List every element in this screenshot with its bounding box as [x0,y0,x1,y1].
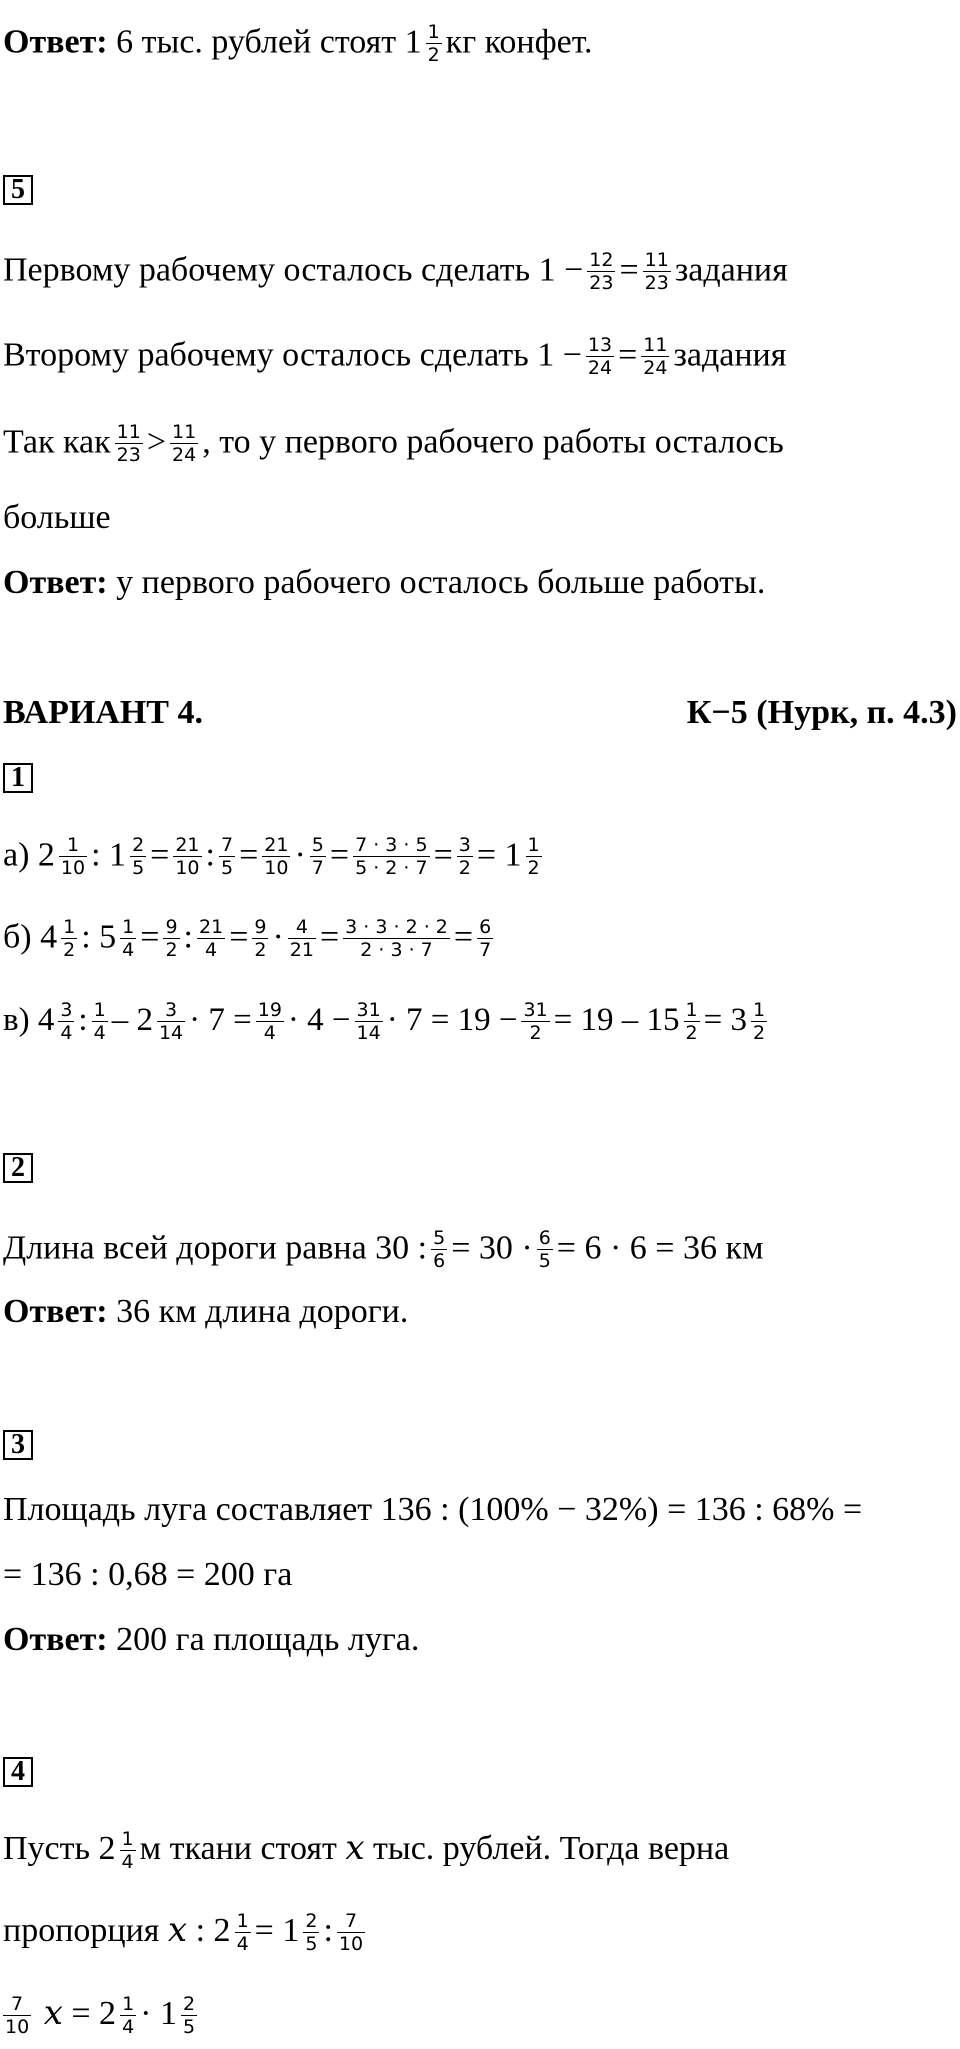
variable-x: x [167,1910,188,1950]
fraction: $\frac{3}{14}$ [158,999,184,1044]
task-number-3: 3 [3,1430,33,1460]
fraction: $\frac{11}{24}$ [172,421,197,466]
task4-line-3: $\frac{7}{10}$ x = 2 $\frac{1}{4}$ · 1 $\frac{2}{5}$ [5,1992,196,2038]
task3-answer [3,1620,419,1660]
fraction: $\frac{3 \cdot 3 \cdot 2 \cdot 2}{2 \cdot 3 \cdot 7}$ [345,916,448,961]
fraction: $\frac{6}{5}$ [538,1227,551,1272]
task5-line-2: Второму рабочему осталось сделать 1 − $\frac{13}{24}$ = $\frac{11}{24}$ задания [3,334,787,379]
fraction: $\frac{19}{4}$ [257,999,282,1044]
answer-label: Ответ: [3,1621,108,1658]
variable-x: x [43,1993,63,2033]
answer-label: Ответ: [3,23,108,61]
task4-line-1: Пусть 2 $\frac{1}{4}$ м ткани стоят x тыс. рублей. Тогда верна [3,1827,730,1873]
answer-text: 6 тыс. рублей стоят 1 [116,23,422,61]
fraction: $\frac{13}{24}$ [587,334,613,379]
fraction: $\frac{21}{4}$ [199,916,224,961]
answer-label: Ответ: [3,564,108,601]
task4-line-2: пропорция x : 2 $\frac{1}{4}$ = 1 $\frac{2}{5}$ : $\frac{7}{10}$ [3,1909,364,1955]
fraction: $\frac{3}{4}$ [60,999,73,1044]
task5-line-1: Первому рабочему осталось сделать 1 − $\frac{12}{23}$ = $\frac{11}{23}$ задания [3,249,788,294]
fraction: $\frac{31}{14}$ [356,999,381,1044]
fraction: $\frac{1}{2}$ [63,916,76,961]
fraction: $\frac{21}{10}$ [264,834,289,879]
variant-reference: К−5 (Нурк, п. 4.3) [686,694,957,731]
fraction: $\frac{3}{2}$ [458,834,471,879]
fraction: $\frac{11}{24}$ [643,334,668,379]
fraction: $\frac{11}{23}$ [644,249,669,294]
answer-line [3,22,593,67]
variable-x: x [345,1828,365,1868]
fraction: $\frac{1}{4}$ [236,1909,249,1955]
fraction: $\frac{1}{2}$ [427,21,440,66]
fraction: $\frac{7}{10}$ [338,1909,364,1955]
answer-text: кг конфет. [445,23,593,61]
task5-answer [3,563,765,603]
fraction: $\frac{2}{5}$ [132,834,145,879]
answer-text: 200 га площадь луга. [116,1621,420,1658]
fraction: $\frac{7 \cdot 3 \cdot 5}{5 \cdot 2 \cdot 7}$ [355,834,428,879]
variant-header [3,693,957,733]
fraction: $\frac{2}{5}$ [305,1909,318,1955]
answer-text: 36 км длина дороги. [116,1293,409,1330]
fraction: $\frac{4}{21}$ [289,916,314,961]
task3-line-1: Площадь луга составляет 136 : (100% − 32%) = 136 : 68% = [3,1491,863,1528]
fraction: $\frac{1}{2}$ [685,999,698,1044]
fraction: $\frac{1}{10}$ [60,834,86,879]
fraction: $\frac{1}{4}$ [122,916,135,961]
fraction: $\frac{1}{2}$ [752,999,766,1044]
answer-label: Ответ: [3,1293,108,1330]
fraction: $\frac{21}{10}$ [175,834,200,879]
task1-line-b: б) 4 $\frac{1}{2}$ : 5 $\frac{1}{4}$ = $\frac{9}{2}$ : $\frac{21}{4}$ = $\frac{9}{2}$ · $\frac{4}{21}$ = $\frac{3 \cdot 3 \cdot 2 \cdot 2}{2 \cdot 3 \cdot 7}$ = $\frac{6}{7}$ [3,916,492,961]
fraction: $\frac{9}{2}$ [254,916,267,961]
task3-line-2: = 136 : 0,68 = 200 га [3,1556,293,1593]
fraction: $\frac{1}{4}$ [122,1992,135,2038]
fraction: $\frac{5}{6}$ [433,1227,446,1272]
fraction: $\frac{7}{5}$ [220,834,234,879]
fraction: $\frac{1}{4}$ [121,1827,134,1873]
task1-line-a: а) 2 $\frac{1}{10}$ : 1 $\frac{2}{5}$ = $\frac{21}{10}$ : $\frac{7}{5}$ = $\frac{21}{10}$ · $\frac{5}{7}$ = $\frac{7 \cdot 3 \cdot 5}{5 \cdot 2 \cdot 7}$ = $\frac{3}{2}$ = 1 $\frac{1}{2}$ [3,834,540,879]
fraction: $\frac{31}{2}$ [523,999,548,1044]
task5-line-3: Так как $\frac{11}{23}$ > $\frac{11}{24}$ , то у первого рабочего работы осталось [3,421,784,466]
task2-answer [3,1292,408,1332]
task1-line-c: в) 4 $\frac{3}{4}$ : $\frac{1}{4}$ – 2 $\frac{3}{14}$ · 7 = $\frac{19}{4}$ · 4 − $\frac{31}{14}$ · 7 = 19 − $\frac{31}{2}$ = 19 – 15 $\frac{1}{2}$ = 3 $\frac{1}{2}$ [3,999,766,1044]
task-number-5: 5 [3,175,33,205]
fraction: $\frac{5}{7}$ [311,834,324,879]
fraction: $\frac{6}{7}$ [479,916,492,961]
task-number-1: 1 [3,763,33,793]
variant-title: ВАРИАНТ 4. [3,694,203,731]
fraction: $\frac{9}{2}$ [165,916,178,961]
fraction: $\frac{1}{4}$ [93,999,106,1044]
answer-text: у первого рабочего осталось больше работы. [116,564,766,601]
fraction: $\frac{12}{23}$ [589,249,614,294]
fraction: $\frac{11}{23}$ [116,421,141,466]
fraction: $\frac{1}{2}$ [527,834,540,879]
task5-line-4: больше [3,499,111,536]
fraction: $\frac{2}{5}$ [182,1992,196,2038]
task-number-2: 2 [3,1153,33,1183]
task2-line-1: Длина всей дороги равна 30 : $\frac{5}{6}$ = 30 · $\frac{6}{5}$ = 6 · 6 = 36 км [3,1227,764,1272]
fraction: $\frac{7}{10}$ [5,1992,30,2038]
task-number-4: 4 [3,1757,33,1787]
